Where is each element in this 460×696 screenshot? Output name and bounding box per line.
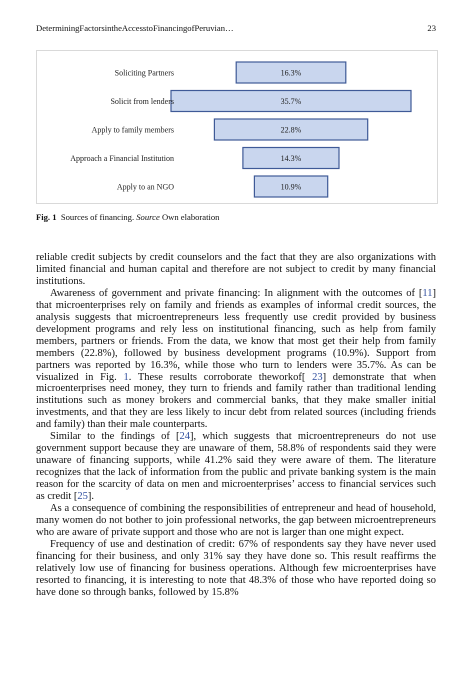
running-title: DeterminingFactorsintheAccesstoFinancingofPeruvian… xyxy=(36,23,234,33)
paragraph-4: As a consequence of combining the responsibilities of entrepreneur and head of household, many women do not bother to join professional networks, the gap between microentrepreneurs who are aware of private support and those who are not is larger than one might expect. xyxy=(36,503,436,538)
running-header xyxy=(36,23,436,39)
paragraph-2-part-3: . These results corroborate theworkof[ xyxy=(128,371,313,383)
paragraph-3-part-3: ]. xyxy=(87,491,95,503)
figure-1 xyxy=(36,50,438,204)
category-label: Apply to an NGO xyxy=(116,182,174,192)
paragraph-3 xyxy=(36,431,436,503)
paragraph-3-part-1: Similar to the findings of [ xyxy=(50,431,180,443)
bar-value-label: 10.9% xyxy=(280,182,302,192)
paragraph-1: reliable credit subjects by credit counselors and the fact that they are also organizations with limited financial and human capital and therefore are not subject to credit by many financial institutions. xyxy=(36,252,436,287)
citation-link[interactable]: 23 xyxy=(312,371,323,383)
citation-link[interactable]: 25 xyxy=(77,491,88,503)
category-label: Approach a Financial Institution xyxy=(70,154,174,163)
bar-value-label: 16.3% xyxy=(280,68,302,78)
caption-source-label: Source xyxy=(136,212,160,222)
body-text xyxy=(36,252,436,599)
caption-text: Sources of financing. xyxy=(60,212,135,222)
paragraph-5: Frequency of use and destination of credit: 67% of respondents say they have never used financing for their business, and only 31% say they have done so. This result reaffirms the relatively low use of financing for business operations. Although few microenterprises have resorted to financing, it is interesting to note that 48.3% of those who have reported doing so have done so through banks, followed by 15.8% xyxy=(36,538,436,598)
paragraph-2-part-4: ] demonstrate that when microenterprises need money, they turn to friends and family rather than traditional lending institutions such as money brokers and commercial banks, that they make smaller initial investments, and that they are less likely to incur debt from related sources (including friends and family) than their male counterparts. xyxy=(36,371,436,431)
figure-link[interactable]: 1 xyxy=(123,371,129,383)
sources-of-financing-chart xyxy=(37,51,437,203)
paragraph-2-part-1: Awareness of government and private financing: In alignment with the outcomes of [ xyxy=(50,287,423,299)
category-label: Apply to family members xyxy=(91,125,174,135)
citation-link[interactable]: 11 xyxy=(422,287,433,299)
citation-link[interactable]: 24 xyxy=(179,431,191,443)
caption-label: Fig. 1 xyxy=(36,212,57,222)
category-label: Solicit from lenders xyxy=(110,97,174,106)
paragraph-2-part-2: ] that microenterprises rely on family and friends as examples of informal credit sources, the analysis suggests that microentrepreneurs less frequently use credit provided by business development programs and rely less on institutional financing, such as help from family members, partners or friends. From the data, we know that most get their help from family members (22.8%), followed by business development programs (10.9%). Support from partners was reported by 16.3%, while those who turn to lenders were 35.7%. As can be visualized in Fig. xyxy=(36,287,436,383)
caption-source-text: Own elaboration xyxy=(161,212,220,222)
bar-value-label: 35.7% xyxy=(280,97,302,106)
figure-caption xyxy=(36,212,436,223)
paragraph-3-part-2: ], which suggests that microentrepreneurs do not use government support because they are unaware of them, 58.8% of respondents said they were unaware of financing supports, while 41.2% said they were aware of them. The literature recognizes that the lack of information from the public and private banking system is the main reason for the scarcity of data on men and microenterprises’ access to financial services such as credit [ xyxy=(36,431,436,503)
category-label: Soliciting Partners xyxy=(114,68,174,78)
page-number: 23 xyxy=(427,23,436,33)
bar-value-label: 22.8% xyxy=(280,125,302,135)
paragraph-2 xyxy=(36,288,436,431)
bar-value-label: 14.3% xyxy=(280,154,302,163)
